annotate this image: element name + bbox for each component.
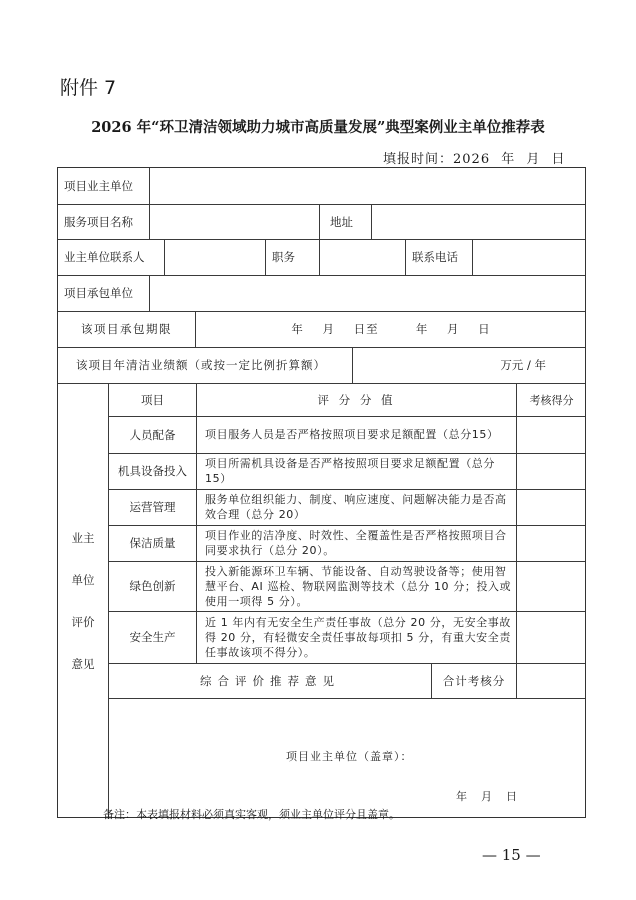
col-divider [265,239,266,275]
service-project-label: 服务项目名称 [64,214,133,229]
section-label-line: 评价 [71,615,95,629]
eval-item: 人员配备 [129,427,176,442]
seal-label: 项目业主单位（盖章）： [286,750,413,763]
recommendation-form-table [57,167,586,818]
eval-criteria: 服务单位组织能力、制度、响应速度、问题解决能力是否高效合理（总分 20） [205,493,507,521]
eval-score-field[interactable] [517,611,586,663]
fill-date: 填报时间：2026 年 月 日 [383,152,566,167]
eval-item: 机具设备投入 [118,464,187,478]
service-project-field[interactable] [150,204,319,239]
contract-period-label: 该项目承包期限 [81,322,172,336]
eval-item: 安全生产 [129,630,176,644]
eval-score-field[interactable] [517,489,586,525]
document-title: 2026 年“环卫清洁领域助力城市高质量发展”典型案例业主单位推荐表 [91,119,545,136]
contractor-label: 项目承包单位 [64,286,133,300]
section-label-line: 单位 [71,573,95,587]
total-score-label: 合计考核分 [442,673,506,688]
eval-item: 运营管理 [129,500,176,514]
evaluation-section-label [58,383,108,819]
address-label: 地址 [330,214,353,229]
seal-date: 年 月 日 [456,790,517,803]
contractor-field[interactable] [150,275,586,311]
page-number: — 15 — [482,846,541,864]
total-score-field[interactable] [517,663,586,698]
col-divider [405,239,406,275]
phone-field[interactable] [473,239,586,275]
contact-label: 业主单位联系人 [64,250,145,264]
footnote: 备注：本表填报材料必须真实客观，须业主单位评分且盖章。 [103,808,400,821]
header-criteria: 评 分 分 值 [317,392,396,407]
annual-amount-field[interactable]: 万元 / 年 [500,358,546,372]
owner-unit-label: 项目业主单位 [64,179,133,193]
attachment-label: 附件 7 [60,77,117,99]
eval-item: 绿色创新 [129,579,176,593]
summary-label: 综合评价推荐意见 [200,673,340,688]
annual-amount-label: 该项目年清洁业绩额（或按一定比例折算额） [76,358,326,372]
eval-score-field[interactable] [517,525,586,561]
owner-unit-field[interactable] [150,168,586,204]
position-field[interactable] [320,239,405,275]
eval-item: 保洁质量 [129,536,176,550]
address-field[interactable] [372,204,586,239]
contract-period-field[interactable]: 年 月 日至 年 月 日 [291,322,491,336]
header-score: 考核得分 [529,393,574,407]
phone-label: 联系电话 [412,250,458,264]
eval-score-field[interactable] [517,453,586,489]
eval-criteria: 近 1 年内有无安全生产责任事故（总分 20 分，无安全事故得 20 分，有轻微安全责任事故每项扣 5 分，有重大安全责任事故该项不得分）。 [205,615,511,659]
header-item: 项目 [141,392,164,407]
section-label-line: 意见 [71,657,95,671]
eval-criteria: 项目所需机具设备是否严格按照项目要求足额配置（总分 15） [205,457,495,485]
col-divider [319,204,320,239]
eval-score-field[interactable] [517,561,586,611]
eval-criteria: 投入新能源环卫车辆、节能设备、自动驾驶设备等；使用智慧平台、AI 巡检、物联网监测等技术（总分 10 分；投入或使用一项得 5 分）。 [205,564,512,608]
eval-criteria: 项目服务人员是否严格按照项目要求足额配置（总分15） [205,428,499,441]
section-label-line: 业主 [71,531,95,545]
position-label: 职务 [272,250,295,264]
eval-criteria: 项目作业的洁净度、时效性、全覆盖性是否严格按照项目合同要求执行（总分 20）。 [205,529,507,557]
eval-score-field[interactable] [517,416,586,453]
contact-field[interactable] [165,239,265,275]
